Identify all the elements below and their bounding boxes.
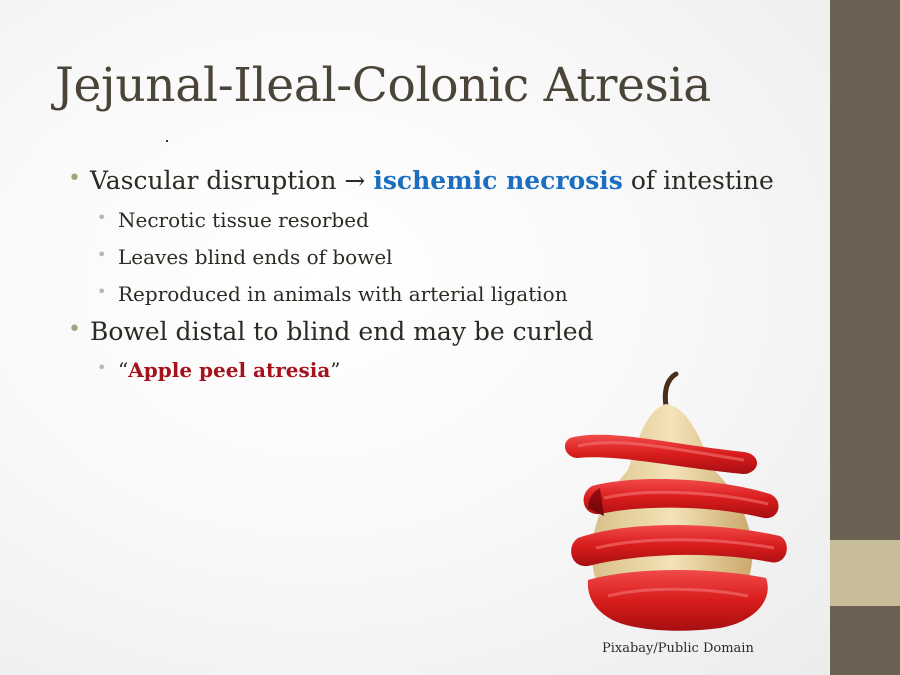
bullet-vascular-disruption [68,166,774,195]
close-quote: ” [330,358,341,382]
bullet-text-prefix: Vascular disruption [90,166,345,195]
sub-bullet-mark: • [97,358,107,377]
sub-bullet-arterial-ligation [97,282,568,306]
sub-bullet-mark: • [97,245,107,264]
sub-bullet-mark: • [97,208,107,227]
bullet-text-suffix: of intestine [622,166,774,195]
sub-bullet-text: Necrotic tissue resorbed [118,208,369,232]
bullet-mark: • [68,166,81,191]
highlight-ischemic-necrosis: ischemic necrosis [373,166,623,195]
right-arrow-icon: → [344,166,366,195]
sidebar-accent-decoration [830,540,900,606]
highlight-apple-peel-atresia: Apple peel atresia [128,358,331,382]
open-quote: “ [118,358,129,382]
image-credit: Pixabay/Public Domain [602,641,754,656]
sub-bullet-text: Reproduced in animals with arterial ligation [118,282,568,306]
bullet-bowel-curled [68,317,594,346]
bullet-text: Bowel distal to blind end may be curled [90,317,594,346]
sub-bullet-necrotic-tissue [97,208,369,232]
slide-title: Jejunal-Ileal-Colonic Atresia [55,58,711,113]
sub-bullet-apple-peel [97,358,341,382]
sub-bullet-mark: • [97,282,107,301]
apple-peel-illustration-icon [548,370,794,632]
bullet-mark: • [68,317,81,342]
stray-dot [166,140,168,142]
sub-bullet-blind-ends [97,245,393,269]
sub-bullet-text: Leaves blind ends of bowel [118,245,393,269]
